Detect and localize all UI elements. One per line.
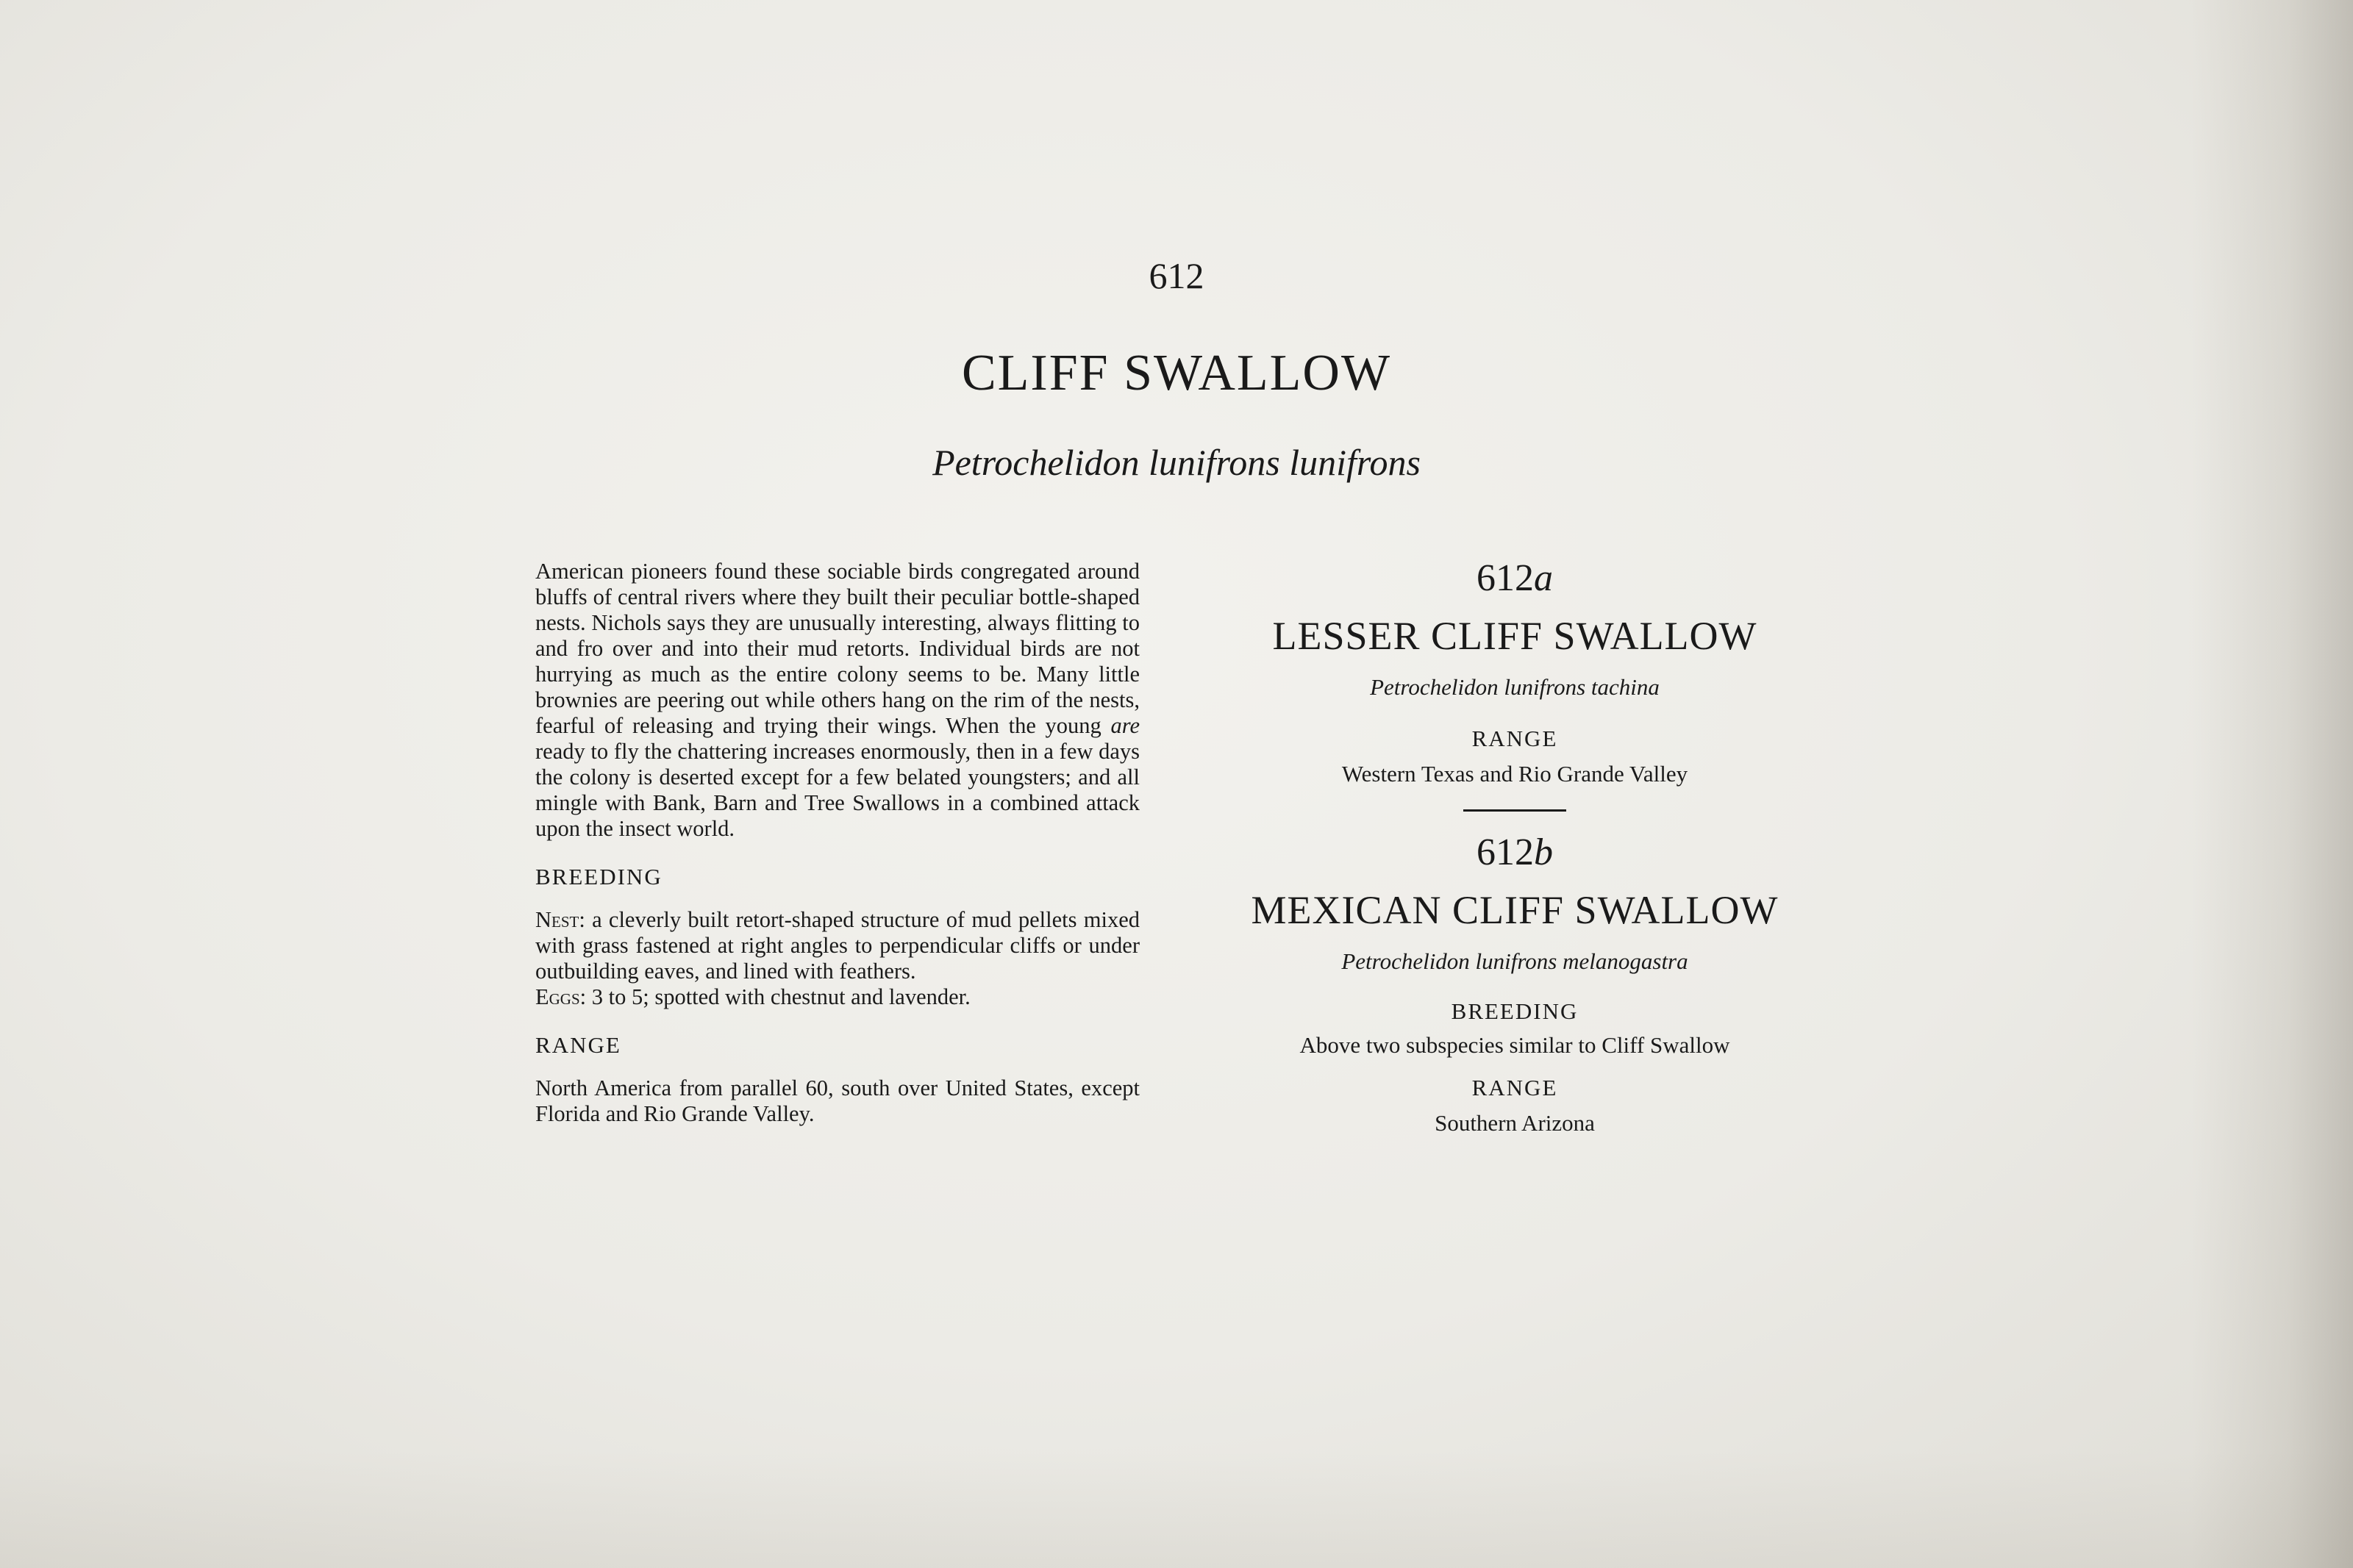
subspecies-breeding-heading: BREEDING bbox=[1451, 998, 1579, 1024]
nest-label: Nest: bbox=[535, 907, 585, 932]
section-divider bbox=[1463, 809, 1566, 812]
nest-paragraph: Nest: a cleverly built retort-shaped structure of mud pellets mixed with grass fastened at right angles to perpendicular cliffs or under outbuilding eaves, and lined with feathers. bbox=[535, 907, 1140, 984]
subspecies-title: MEXICAN CLIFF SWALLOW bbox=[1251, 888, 1779, 932]
subspecies-scientific-name: Petrochelidon lunifrons melanogastra bbox=[1341, 948, 1688, 974]
range-paragraph: North America from parallel 60, south over United States, except Florida and Rio Grande Valley. bbox=[535, 1075, 1140, 1126]
page-edge-shadow bbox=[2191, 0, 2353, 1568]
page-bottom-shadow bbox=[0, 1450, 2353, 1568]
eggs-paragraph: Eggs: 3 to 5; spotted with chestnut and lavender. bbox=[535, 984, 971, 1009]
breeding-heading: BREEDING bbox=[535, 864, 663, 889]
subspecies-scientific-name: Petrochelidon lunifrons tachina bbox=[1370, 674, 1660, 700]
description-paragraph: American pioneers found these sociable birds congregated around bluffs of central rivers where they built their peculiar bottle-shaped nests. Nichols says they are unusually interesting, always flitting to and fro over and into their mud retorts. Individual birds are not hurrying as much as the entire colony seems to be. Many little brownies are peering out while others hang on the rim of the nests, fearful of releasing and trying their wings. When the young are ready to fly the chattering increases enormously, then in a few days the colony is deserted except for a few belated youngsters; and all mingle with Bank, Barn and Tree Swallows in a combined attack upon the insect world. bbox=[535, 559, 1140, 841]
eggs-label: Eggs: bbox=[535, 984, 587, 1009]
emphasis-word: are bbox=[1110, 713, 1140, 738]
range-heading: RANGE bbox=[535, 1032, 621, 1058]
left-column bbox=[535, 559, 1140, 1127]
subspecies-range-heading: RANGE bbox=[1471, 726, 1558, 751]
subspecies-title: LESSER CLIFF SWALLOW bbox=[1272, 614, 1757, 658]
right-column bbox=[1221, 555, 1809, 1138]
subspecies-range-text: Southern Arizona bbox=[1435, 1110, 1595, 1136]
subspecies-range-text: Western Texas and Rio Grande Valley bbox=[1341, 761, 1688, 787]
subspecies-number: 612b bbox=[1477, 831, 1553, 873]
subspecies-breeding-text: Above two subspecies similar to Cliff Swallow bbox=[1299, 1032, 1730, 1058]
subspecies-number: 612a bbox=[1477, 557, 1553, 599]
page-title: CLIFF SWALLOW bbox=[961, 345, 1392, 401]
page-number: 612 bbox=[1149, 255, 1204, 296]
scientific-name: Petrochelidon lunifrons lunifrons bbox=[932, 442, 1421, 483]
subspecies-range-heading: RANGE bbox=[1471, 1075, 1558, 1100]
